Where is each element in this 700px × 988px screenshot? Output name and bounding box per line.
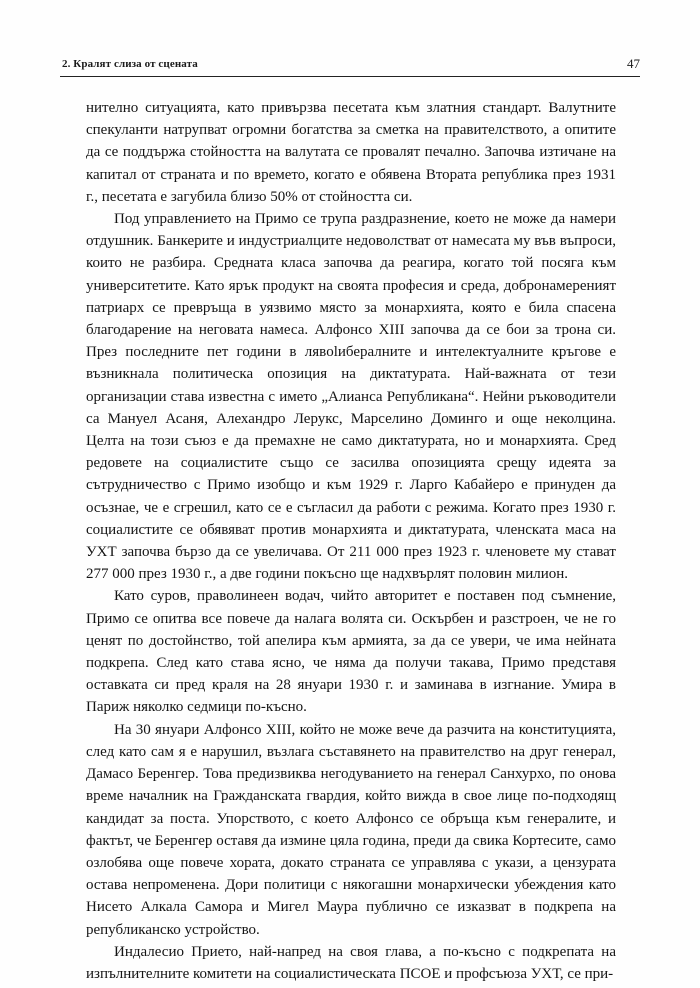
chapter-title: 2. Кралят слиза от сцената xyxy=(62,58,198,70)
paragraph: нително ситуацията, като привързва песетата към златния стандарт. Валутните спекуланти натрупват огромни богатства за сметка на правителството, а опитите да се поддържа стойността на валутата се провалят печално. Започва изтичане на капитал от страната и по времето, когато е обявена Втората република през 1931 г., песетата е загубила близо 50% от стойността си. xyxy=(86,100,616,205)
paragraph: На 30 януари Алфонсо XIII, който не може вече да разчита на конституцията, след като сам я е нарушил, възлага съставянето на правителство на друг генерал, Дамасо Беренгер. Това предизвиква негодуванието на генерал Санхурхо, по онова време началник на Гражданската гвардия, който вижда в свое лице по-подходящ кандидат за поста. Упорството, с което Алфонсо се обръща към генералите, и фактът, че Беренгер оставя да измине цяла година, преди да свика Кортесите, само озлобява още повече хората, докато страната се управлява с укази, а цензурата остава непроменена. Дори политици с някогашни монархически убеждения като Нисето Алкала Самора и Мигел Маура публично се изказват в подкрепа на републиканско устройство. xyxy=(86,721,616,938)
page-number: 47 xyxy=(627,56,640,71)
paragraph: Индалесио Прието, най-напред на своя глава, а по-късно с подкрепата на изпълнителните комитети на социалистическата ПСОЕ и профсъюза УХТ, се при- xyxy=(86,943,616,982)
body-text xyxy=(86,97,616,985)
paragraph: Под управлението на Примо се трупа раздразнение, което не може да намери отдушник. Банкерите и индустриалците недоволстват от намесата му във въпроси, които не разбира. Средната класа започва да реагира, когато той посяга към университетите. Като ярък продукт на своята професия и среда, добронамереният патриарх се превръща в уязвимо място за монархията, която е била спасена благодарение на неговата намеса. Алфонсо XIII започва да се бои за трона си. През последните пет години в лявolибералните и интелектуалните кръгове е възникнала политическа опозиция на диктатурата. Най-важната от тези организации става известна с името „Алианса Републикана“. Нейни ръководители са Мануел Асаня, Алехандро Лерукс, Марселино Доминго и още неколцина. Целта на този съюз е да премахне не само диктатурата, но и монархията. Сред редовете на социалистите също се засилва опозицията срещу идеята за сътрудничество с Примо изобщо и към 1929 г. Ларго Кабайеро е принуден да осъзнае, че е сгрешил, като се е съгласил да работи с режима. Когато през 1930 г. социалистите се обявяват против монархията и диктатурата, членската маса на УХТ започва бързо да се увеличава. От 211 000 през 1923 г. членовете му стават 277 000 през 1930 г., а две години покъсно ще надхвърлят половин милион. xyxy=(86,211,616,583)
paragraph: Като суров, праволинеен водач, чийто авторитет е поставен под съмнение, Примо се опитва все повече да налага волята си. Оскърбен и разстроен, че не го ценят по достойнство, той апелира към армията, за да се увери, че има нейната подкрепа. След като става ясно, че няма да получи такава, Примо представя оставката си пред краля на 28 януари 1930 г. и заминава в изгнание. Умира в Париж няколко седмици по-късно. xyxy=(86,588,616,716)
running-header xyxy=(60,52,640,77)
